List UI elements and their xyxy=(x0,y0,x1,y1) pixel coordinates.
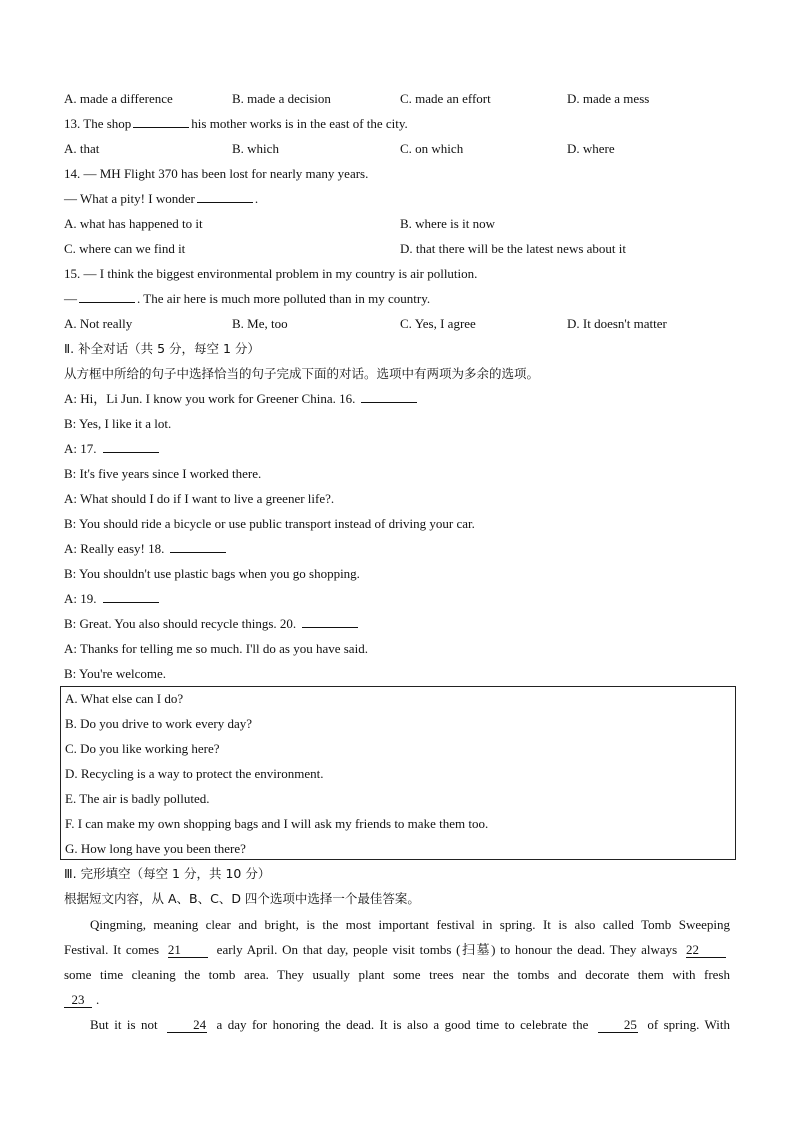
dialogue-text: B: You're welcome. xyxy=(64,666,167,681)
q12-option-c: C. made an effort xyxy=(400,91,491,106)
section3-title: Ⅲ. 完形填空（每空 1 分，共 10 分） xyxy=(64,866,271,881)
dialogue-text: B: You should ride a bicycle or use public transport instead of driving your car. xyxy=(64,516,475,531)
passage-line-1: Qingming, meaning clear and bright, is the most important festival in spring. It is also called Tomb Sweeping xyxy=(90,917,730,932)
q12-option-a: A. made a difference xyxy=(64,91,173,106)
q15-option-d: D. It doesn't matter xyxy=(567,316,667,331)
passage-line-4 xyxy=(64,987,730,1012)
q14-line1: 14. — MH Flight 370 has been lost for nearly many years. xyxy=(64,166,369,181)
q15-line2-post: . The air here is much more polluted than in my country. xyxy=(137,291,431,306)
dialogue-line xyxy=(64,590,161,608)
dialogue-line xyxy=(64,540,228,558)
q15-blank[interactable] xyxy=(79,290,135,303)
dialogue-line xyxy=(64,440,161,458)
q13-blank[interactable] xyxy=(133,115,189,128)
q14-line2-pre: — What a pity! I wonder xyxy=(64,191,195,206)
dialogue-line xyxy=(64,415,171,433)
dialogue-line xyxy=(64,665,166,683)
passage-line-5-post: of spring. With xyxy=(647,1017,731,1032)
dialogue-blank[interactable] xyxy=(103,440,159,453)
dialogue-line xyxy=(64,490,334,508)
options-box xyxy=(60,686,736,860)
q14-option-b: B. where is it now xyxy=(400,216,495,231)
passage-line-2 xyxy=(64,937,730,962)
q15-line2 xyxy=(64,290,430,308)
blank-25[interactable]: 25 xyxy=(598,1018,638,1033)
q13-option-d: D. where xyxy=(567,141,615,156)
box-option-f: F. I can make my own shopping bags and I will ask my friends to make them too. xyxy=(65,816,489,831)
dialogue-text: B: It's five years since I worked there. xyxy=(64,466,262,481)
dialogue-text: A: Hi，Li Jun. I know you work for Greener China. 16. xyxy=(64,391,356,406)
dialogue-line xyxy=(64,640,368,658)
box-option-b: B. Do you drive to work every day? xyxy=(65,716,253,731)
box-option-e: E. The air is badly polluted. xyxy=(65,791,210,806)
dialogue-line xyxy=(64,515,475,533)
dialogue-blank[interactable] xyxy=(302,615,358,628)
q15-option-a: A. Not really xyxy=(64,316,133,331)
dialogue-text: A: Really easy! 18. xyxy=(64,541,165,556)
blank-24[interactable]: 24 xyxy=(167,1018,207,1033)
dialogue-text: A: 17. xyxy=(64,441,97,456)
passage xyxy=(64,912,730,1037)
dialogue-text: A: What should I do if I want to live a greener life?. xyxy=(64,491,335,506)
q13-option-c: C. on which xyxy=(400,141,464,156)
q15-option-b: B. Me, too xyxy=(232,316,288,331)
dialogue-text: A: Thanks for telling me so much. I'll do as you have said. xyxy=(64,641,368,656)
q13-stem-end: his mother works is in the east of the city. xyxy=(191,116,408,131)
q13-stem xyxy=(64,115,408,133)
q14-option-a: A. what has happened to it xyxy=(64,216,203,231)
dialogue-blank[interactable] xyxy=(170,540,226,553)
passage-line-5-mid: a day for honoring the dead. It is also a good time to celebrate the xyxy=(216,1017,589,1032)
passage-line-4-post: . xyxy=(96,992,100,1007)
box-option-a: A. What else can I do? xyxy=(65,691,184,706)
section3-instruction: 根据短文内容，从 A、B、C、D 四个选项中选择一个最佳答案。 xyxy=(64,891,420,906)
dialogue-text: B: Yes, I like it a lot. xyxy=(64,416,172,431)
q15-option-c: C. Yes, I agree xyxy=(400,316,476,331)
q14-line2 xyxy=(64,190,258,208)
passage-line-2-mid: early April. On that day, people visit tombs (扫墓) to honour the dead. They always xyxy=(216,942,678,957)
dialogue-line xyxy=(64,615,360,633)
q12-option-d: D. made a mess xyxy=(567,91,650,106)
section2-instruction: 从方框中所给的句子中选择恰当的句子完成下面的对话。选项中有两项为多余的选项。 xyxy=(64,366,540,381)
box-option-g: G. How long have you been there? xyxy=(65,841,246,856)
section2-title: Ⅱ. 补全对话（共 5 分，每空 1 分） xyxy=(64,341,260,356)
q13-stem-start: 13. The shop xyxy=(64,116,132,131)
box-option-c: C. Do you like working here? xyxy=(65,741,220,756)
dialogue-blank[interactable] xyxy=(103,590,159,603)
blank-21[interactable]: 21 xyxy=(168,943,208,958)
dialogue-blank[interactable] xyxy=(361,390,417,403)
q12-option-b: B. made a decision xyxy=(232,91,331,106)
dialogue-line xyxy=(64,565,360,583)
dialogue-line xyxy=(64,390,419,408)
passage-line-5-pre: But it is not xyxy=(90,1017,158,1032)
box-option-d: D. Recycling is a way to protect the environment. xyxy=(65,766,324,781)
blank-22[interactable]: 22 xyxy=(686,943,726,958)
dialogue-text: B: Great. You also should recycle things. 20. xyxy=(64,616,297,631)
passage-line-3: some time cleaning the tomb area. They usually plant some trees near the tombs and decorate them with fresh xyxy=(64,967,730,982)
q14-line2-post: . xyxy=(254,191,259,206)
q15-line1: 15. — I think the biggest environmental problem in my country is air pollution. xyxy=(64,266,478,281)
q14-option-d: D. that there will be the latest news about it xyxy=(400,241,626,256)
blank-23[interactable]: 23 xyxy=(64,993,92,1008)
q14-blank[interactable] xyxy=(197,190,253,203)
q13-option-b: B. which xyxy=(232,141,279,156)
q14-option-c: C. where can we find it xyxy=(64,241,186,256)
passage-line-5 xyxy=(64,1012,730,1037)
q13-option-a: A. that xyxy=(64,141,100,156)
dialogue-text: B: You shouldn't use plastic bags when you go shopping. xyxy=(64,566,360,581)
q15-line2-pre: — xyxy=(64,291,77,306)
dialogue-text: A: 19. xyxy=(64,591,97,606)
passage-line-2-pre: Festival. It comes xyxy=(64,942,160,957)
dialogue-line xyxy=(64,465,261,483)
